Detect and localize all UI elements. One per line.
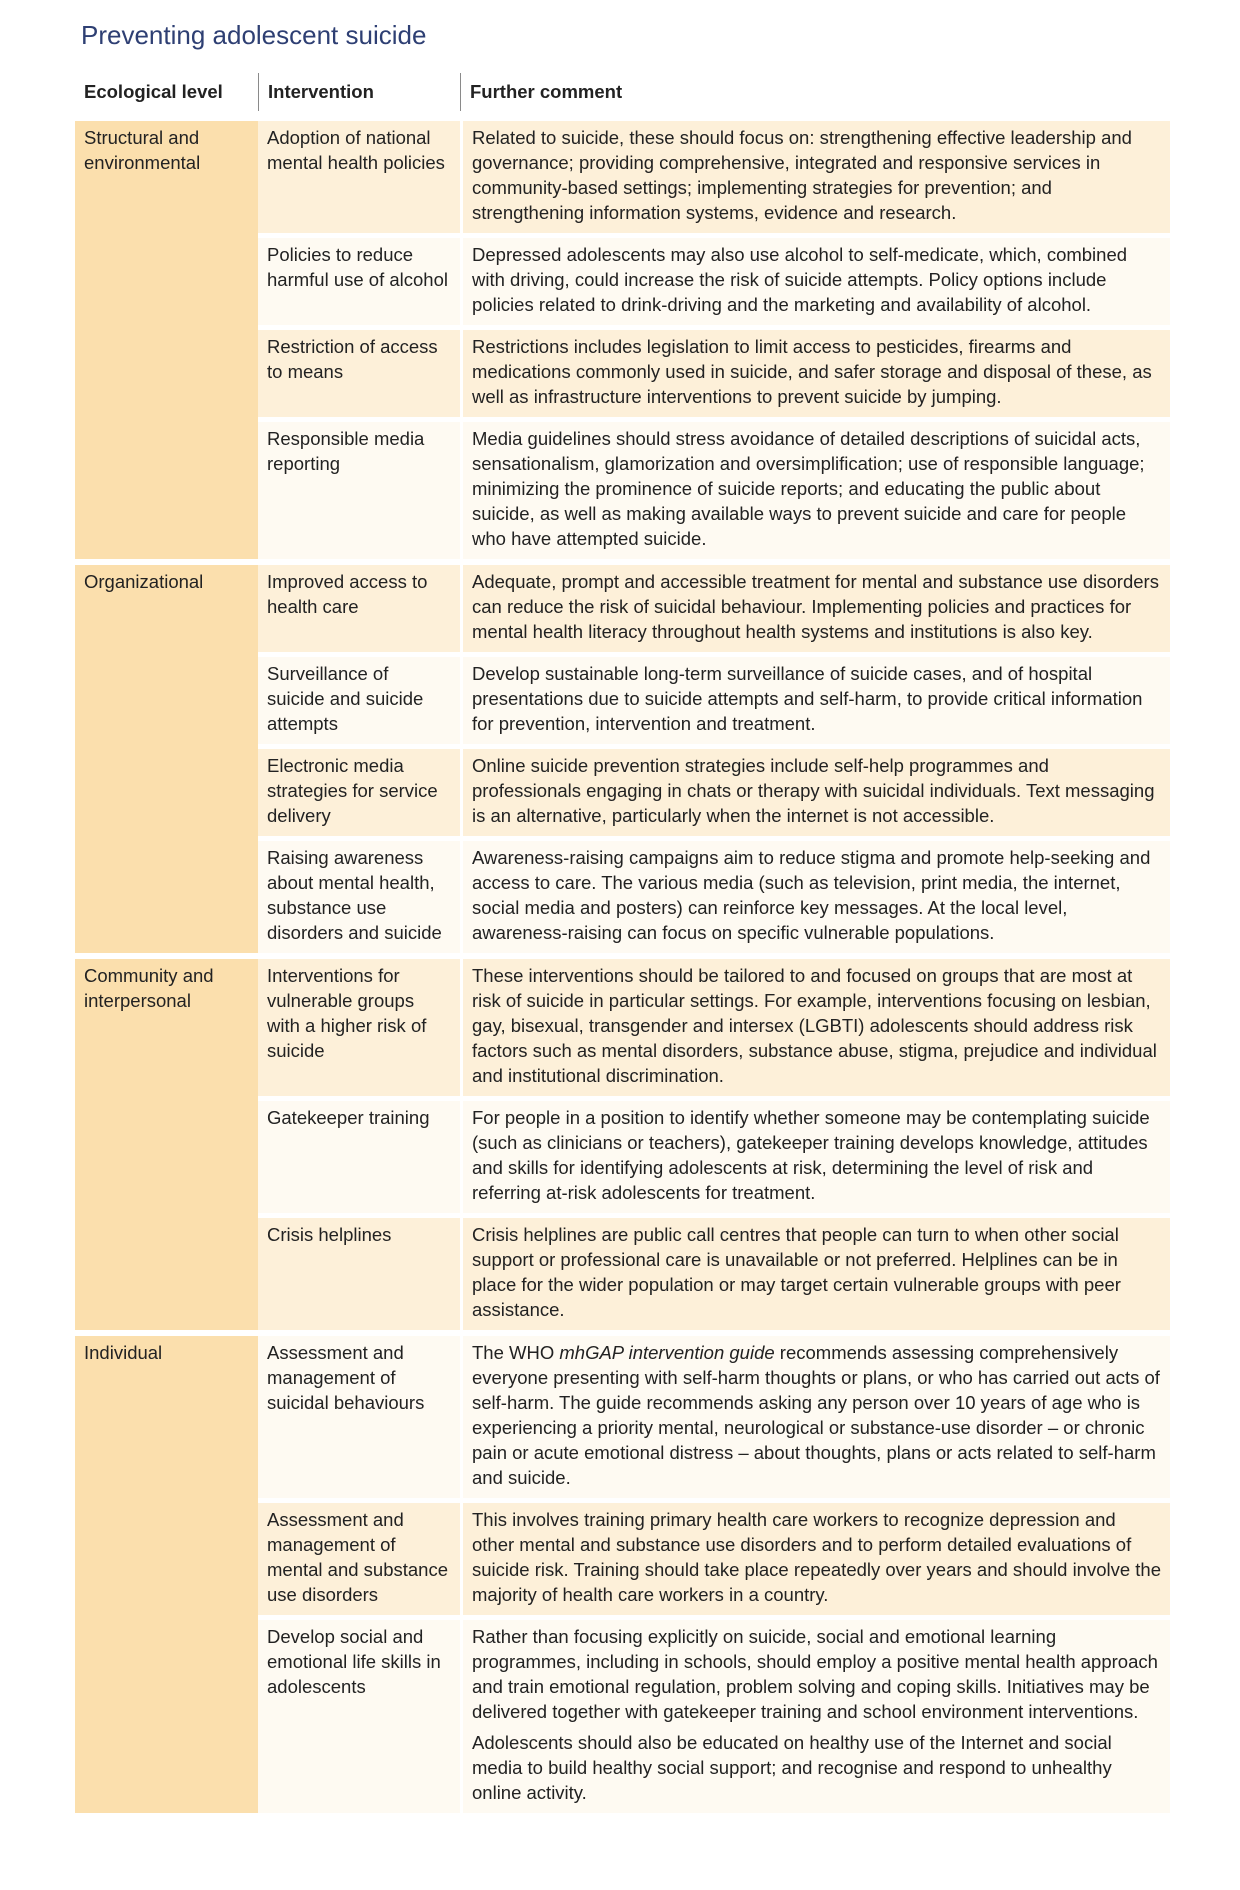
intervention-cell: Assessment and management of suicidal behaviours [258, 1336, 460, 1498]
table-row [258, 1218, 1170, 1330]
page-title: Preventing adolescent suicide [81, 20, 427, 50]
intervention-cell: Crisis helplines [258, 1218, 460, 1330]
intervention-cell: Develop social and emotional life skills in adolescents [258, 1620, 460, 1813]
table-row [258, 238, 1170, 325]
intervention-cell: Adoption of national mental health policies [258, 121, 460, 233]
intervention-cell: Responsible media reporting [258, 422, 460, 559]
comment-paragraph: Adolescents should also be educated on healthy use of the Internet and social media to build healthy social support; and recognise and respond to unhealthy online activity. [472, 1732, 1112, 1803]
group-rows [258, 565, 1170, 953]
level-label: Organizational [75, 565, 258, 953]
table-row [258, 1503, 1170, 1615]
header-intervention: Intervention [258, 73, 460, 111]
header-ecological-level: Ecological level [84, 81, 223, 102]
comment-cell: These interventions should be tailored to and focused on groups that are most at risk of suicide in particular settings. For example, interventions focusing on lesbian, gay, bisexual, transgender and intersex (LGBTI) adolescents should address risk factors such as mental disorders, substance abuse, stigma, prejudice and individual and institutional discrimination. [460, 959, 1170, 1096]
intervention-cell: Assessment and management of mental and substance use disorders [258, 1503, 460, 1615]
group-rows [258, 121, 1170, 559]
table-row [258, 565, 1170, 652]
comment-cell: Depressed adolescents may also use alcohol to self-medicate, which, combined with driving, could increase the risk of suicide attempts. Policy options include policies related to drink-driving and the marketing and availability of alcohol. [460, 238, 1170, 325]
intervention-cell: Restriction of access to means [258, 330, 460, 417]
table-header [75, 73, 1170, 111]
intervention-cell: Gatekeeper training [258, 1101, 460, 1213]
guide-title-italic: mhGAP intervention guide [559, 1342, 775, 1363]
table-row [258, 749, 1170, 836]
comment-cell: Develop sustainable long-term surveillance of suicide cases, and of hospital presentations due to suicide attempts and self-harm, to provide critical information for prevention, intervention and treatment. [460, 657, 1170, 744]
group-community-interpersonal [75, 959, 1170, 1330]
intervention-cell: Policies to reduce harmful use of alcohol [258, 238, 460, 325]
intervention-cell: Surveillance of suicide and suicide attempts [258, 657, 460, 744]
page [75, 20, 1170, 1819]
intervention-cell: Raising awareness about mental health, substance use disorders and suicide [258, 841, 460, 953]
comment-cell: Related to suicide, these should focus on: strengthening effective leadership and governance; providing comprehensive, integrated and responsive services in community-based settings; implementing strategies for prevention; and strengthening information systems, evidence and research. [460, 121, 1170, 233]
intervention-cell: Interventions for vulnerable groups with a higher risk of suicide [258, 959, 460, 1096]
group-rows [258, 1336, 1170, 1813]
table-row [258, 121, 1170, 233]
table-body [75, 121, 1170, 1813]
table-row [258, 1336, 1170, 1498]
table-row [258, 959, 1170, 1096]
table-row [258, 841, 1170, 953]
comment-cell: Awareness-raising campaigns aim to reduce stigma and promote help-seeking and access to care. The various media (such as television, print media, the internet, social media and posters) can reinforce key messages. At the local level, awareness-raising can focus on specific vulnerable populations. [460, 841, 1170, 953]
comment-text: recommends assessing comprehensively everyone presenting with self-harm thoughts or plans, or who has carried out acts of self-harm. The guide recommends asking any person over 10 years of age who is experiencing a priority mental, neurological or substance-use disorder – or chronic pain or acute emotional distress – about thoughts, plans or acts related to self-harm and suicide. [472, 1342, 1160, 1488]
comment-cell: Adequate, prompt and accessible treatment for mental and substance use disorders can reduce the risk of suicidal behaviour. Implementing policies and practices for mental health literacy throughout health systems and institutions is also key. [460, 565, 1170, 652]
comment-cell [460, 1620, 1170, 1813]
comment-paragraph: Rather than focusing explicitly on suicide, social and emotional learning programmes, including in schools, should employ a positive mental health approach and train emotional regulation, problem solving and coping skills. Initiatives may be delivered together with gatekeeper training and school environment interventions. [472, 1626, 1158, 1722]
intervention-cell: Electronic media strategies for service delivery [258, 749, 460, 836]
level-label: Individual [75, 1336, 258, 1813]
table-row [258, 330, 1170, 417]
comment-cell: Crisis helplines are public call centres that people can turn to when other social support or professional care is unavailable or not preferred. Helplines can be in place for the wider population or may target certain vulnerable groups with peer assistance. [460, 1218, 1170, 1330]
intervention-cell: Improved access to health care [258, 565, 460, 652]
comment-cell: Restrictions includes legislation to limit access to pesticides, firearms and medications commonly used in suicide, and safer storage and disposal of these, as well as infrastructure interventions to prevent suicide by jumping. [460, 330, 1170, 417]
comment-cell: Media guidelines should stress avoidance of detailed descriptions of suicidal acts, sensationalism, glamorization and oversimplification; use of responsible language; minimizing the prominence of suicide reports; and educating the public about suicide, as well as making available ways to prevent suicide and care for people who have attempted suicide. [460, 422, 1170, 559]
comment-cell: For people in a position to identify whether someone may be contemplating suicide (such as clinicians or teachers), gatekeeper training develops knowledge, attitudes and skills for identifying adolescents at risk, determining the level of risk and referring at-risk adolescents for treatment. [460, 1101, 1170, 1213]
comment-text: The WHO [472, 1342, 560, 1363]
table-row [258, 1101, 1170, 1213]
group-organizational [75, 565, 1170, 953]
table-row [258, 422, 1170, 559]
header-further-comment: Further comment [460, 73, 1170, 111]
table-row [258, 1620, 1170, 1813]
comment-cell: Online suicide prevention strategies include self-help programmes and professionals engaging in chats or therapy with suicidal individuals. Text messaging is an alternative, particularly when the internet is not accessible. [460, 749, 1170, 836]
group-rows [258, 959, 1170, 1330]
level-label: Structural and environmental [75, 121, 258, 559]
group-structural-environmental [75, 121, 1170, 559]
group-individual [75, 1336, 1170, 1813]
comment-cell: This involves training primary health care workers to recognize depression and other mental and substance use disorders and to perform detailed evaluations of suicide risk. Training should take place repeatedly over years and should involve the majority of health care workers in a country. [460, 1503, 1170, 1615]
comment-cell [460, 1336, 1170, 1498]
table-row [258, 657, 1170, 744]
level-label: Community and interpersonal [75, 959, 258, 1330]
